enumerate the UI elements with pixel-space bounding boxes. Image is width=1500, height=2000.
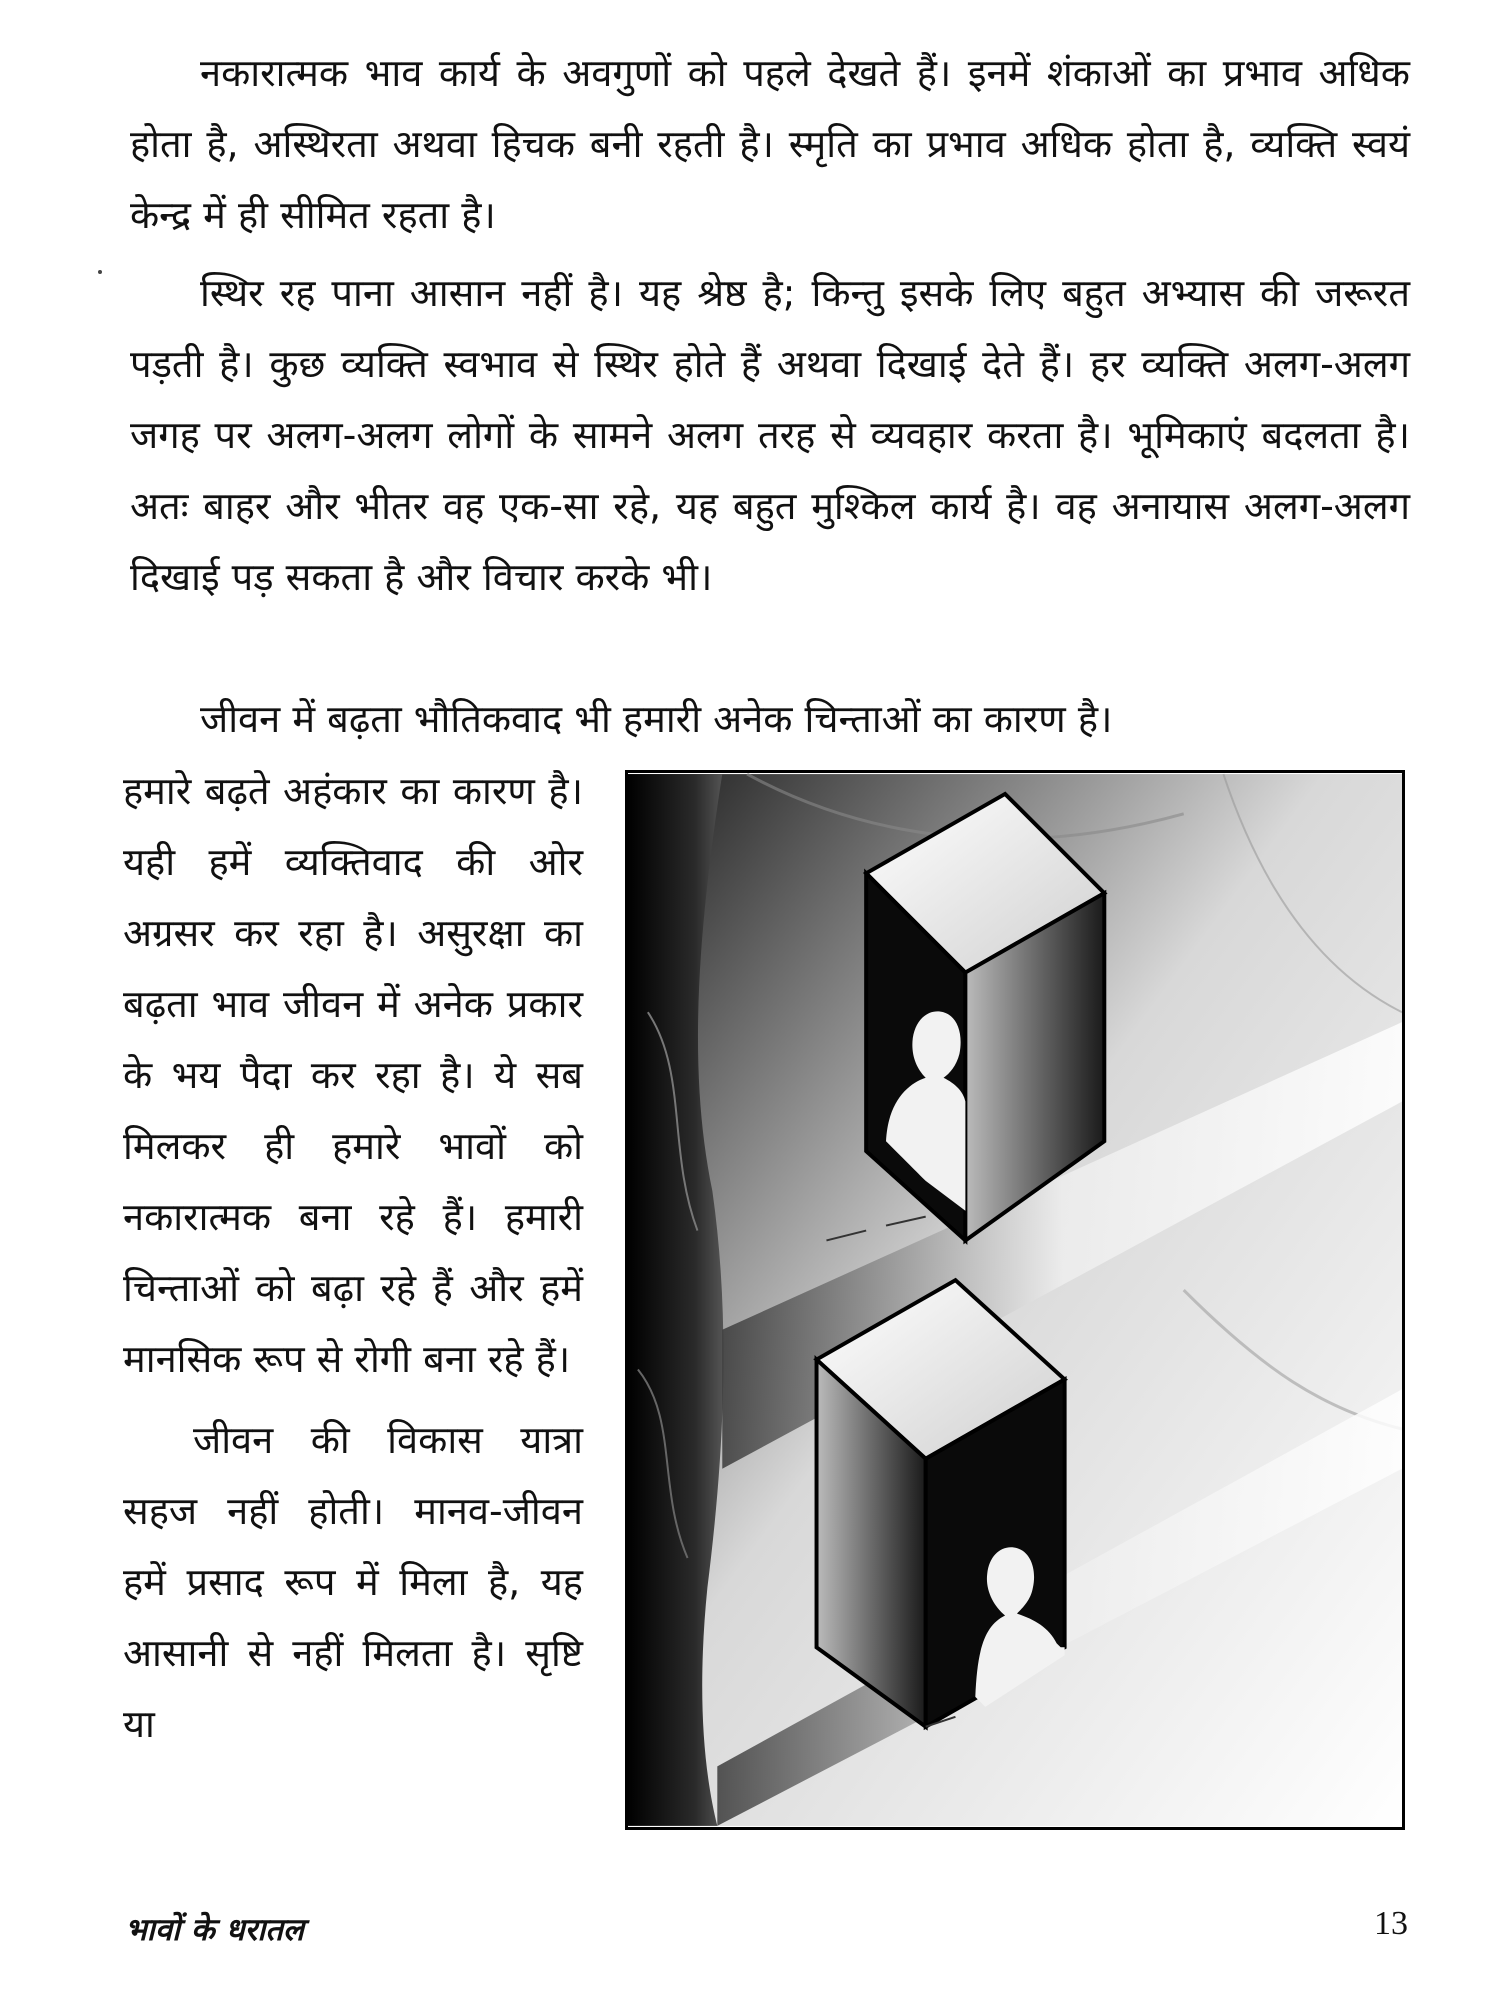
footer-book-title: भावों के धरातल (125, 1912, 304, 1948)
illustration-boxes-with-silhouettes (625, 770, 1405, 1830)
paragraph-materialism: जीवन में बढ़ता भौतिकवाद भी हमारी अनेक चिन्ताओं का कारण है। (200, 697, 1113, 741)
illustration-svg (628, 773, 1402, 1827)
paragraph-ego: हमारे बढ़ते अहंकार का कारण है। यही हमें व्यक्तिवाद की ओर अग्रसर कर रहा है। असुरक्षा का बढ़ता भाव जीवन में अनेक प्रकार के भय पैदा कर रहा है। ये सब मिलकर ही हमारे भावों को नकारात्मक बना रहे हैं। हमारी चिन्ताओं को बढ़ा रहे हैं और हमें मानसिक रूप से रोगी बना रहे हैं। (123, 769, 583, 1381)
left-column-text (123, 756, 583, 1760)
stray-ink-dot (98, 270, 102, 274)
paragraph-life-journey: जीवन की विकास यात्रा सहज नहीं होती। मानव-जीवन हमें प्रसाद रूप में मिला है, यह आसानी से नहीं मिलता है। सृष्टि या (123, 1418, 583, 1746)
page-number: 13 (1374, 1905, 1408, 1942)
paragraph-stability: स्थिर रह पाना आसान नहीं है। यह श्रेष्ठ है; किन्तु इसके लिए बहुत अभ्यास की जरूरत पड़ती है। कुछ व्यक्ति स्वभाव से स्थिर होते हैं अथवा दिखाई देते हैं। हर व्यक्ति अलग-अलग जगह पर अलग-अलग लोगों के सामने अलग तरह से व्यवहार करता है। भूमिकाएं बदलता है। अतः बाहर और भीतर वह एक-सा रहे, यह बहुत मुश्किल कार्य है। वह अनायास अलग-अलग दिखाई पड़ सकता है और विचार करके भी। (130, 271, 1410, 599)
lower-cube-shape (817, 1280, 1065, 1727)
paragraph-negative-emotions: नकारात्मक भाव कार्य के अवगुणों को पहले देखते हैं। इनमें शंकाओं का प्रभाव अधिक होता है, अस्थिरता अथवा हिचक बनी रहती है। स्मृति का प्रभाव अधिक होता है, व्यक्ति स्वयं केन्द्र में ही सीमित रहता है। (130, 51, 1410, 237)
